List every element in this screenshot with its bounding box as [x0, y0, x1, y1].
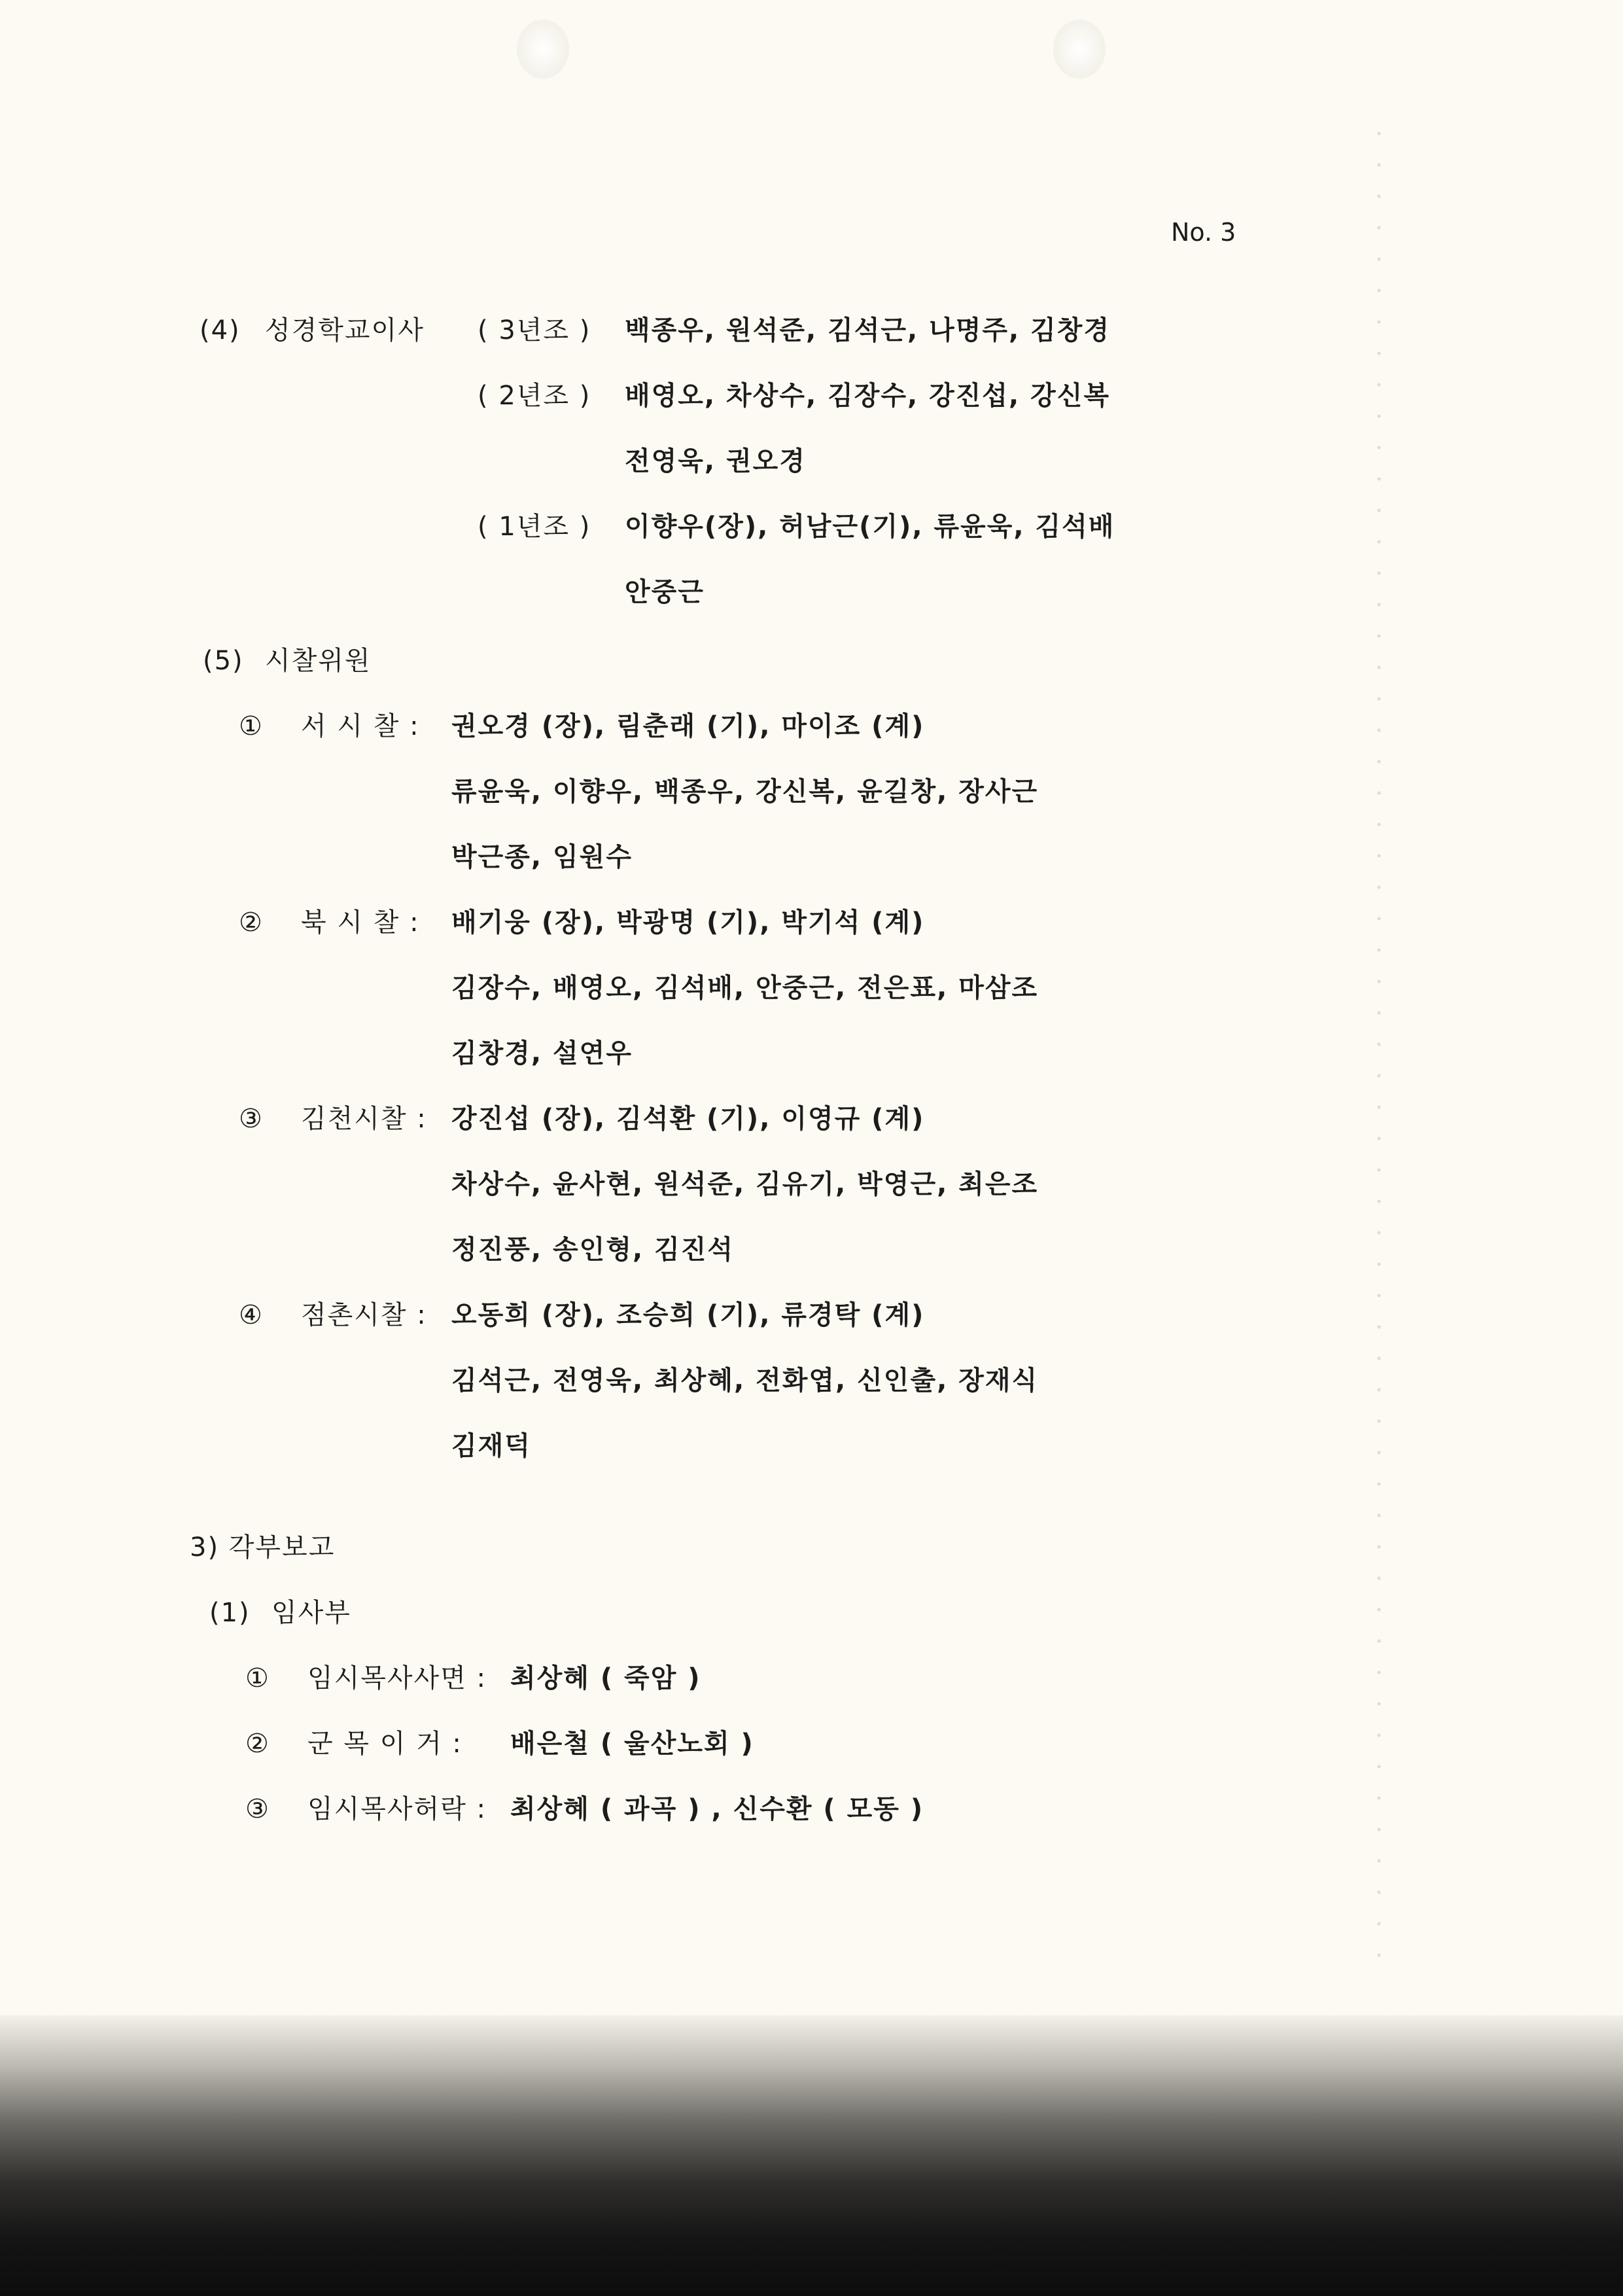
- group-label: ( 2년조 ): [478, 381, 591, 411]
- item-number: ②: [239, 908, 264, 938]
- page-number: No. 3: [1171, 218, 1236, 247]
- punch-hole: [1053, 20, 1106, 79]
- report-item-value: 배은철 ( 울산노회 ): [510, 1729, 754, 1759]
- district-officers: 배기웅 (장), 박광명 (기), 박기석 (계): [451, 908, 925, 938]
- scanner-shadow: [0, 2015, 1623, 2296]
- item-number: ③: [245, 1794, 270, 1824]
- district-officers: 권오경 (장), 림춘래 (기), 마이조 (계): [451, 711, 925, 741]
- district-members: 류윤욱, 이향우, 백종우, 강신복, 윤길창, 장사근: [451, 777, 1039, 807]
- district-name: 김천시찰 :: [301, 1104, 427, 1134]
- section-label: (4): [200, 315, 241, 345]
- name-list: 이향우(장), 허남근(기), 류윤욱, 김석배: [625, 512, 1115, 542]
- district-members: 김석근, 전영욱, 최상혜, 전화엽, 신인출, 장재식: [451, 1366, 1039, 1396]
- district-members: 김재덕: [451, 1431, 531, 1461]
- district-name: 서 시 찰 :: [301, 711, 420, 741]
- item-number: ①: [245, 1663, 270, 1693]
- section-label: (5): [203, 646, 244, 676]
- name-list: 전영욱, 권오경: [625, 446, 806, 476]
- item-number: ②: [245, 1729, 270, 1759]
- report-heading: 3) 각부보고: [190, 1532, 336, 1563]
- district-name: 북 시 찰 :: [301, 908, 420, 938]
- section-title: 시찰위원: [265, 646, 372, 676]
- district-officers: 오동희 (장), 조승희 (기), 류경탁 (계): [451, 1300, 925, 1330]
- district-members: 정진풍, 송인형, 김진석: [451, 1235, 735, 1265]
- report-item-value: 최상혜 ( 과곡 ) , 신수환 ( 모동 ): [510, 1794, 924, 1824]
- district-members: 박근종, 임원수: [451, 842, 633, 872]
- district-members: 김창경, 설연우: [451, 1038, 633, 1069]
- district-name: 점촌시찰 :: [301, 1300, 427, 1330]
- district-officers: 강진섭 (장), 김석환 (기), 이영규 (계): [451, 1104, 925, 1134]
- report-item-name: 임시목사허락 :: [307, 1794, 487, 1824]
- item-number: ①: [239, 711, 264, 741]
- report-item-name: 임시목사사면 :: [307, 1663, 487, 1693]
- district-members: 김장수, 배영오, 김석배, 안중근, 전은표, 마삼조: [451, 973, 1039, 1003]
- punch-hole: [517, 20, 569, 79]
- subsection-label: (1): [209, 1598, 251, 1628]
- name-list: 백종우, 원석준, 김석근, 나명주, 김창경: [625, 315, 1111, 345]
- subsection-title: 임사부: [271, 1598, 351, 1628]
- name-list: 안중근: [625, 577, 705, 607]
- group-label: ( 1년조 ): [478, 512, 591, 542]
- group-label: ( 3년조 ): [478, 315, 591, 345]
- name-list: 배영오, 차상수, 김장수, 강진섭, 강신복: [625, 381, 1111, 411]
- item-number: ④: [239, 1300, 264, 1330]
- report-item-name: 군 목 이 거 :: [307, 1729, 462, 1759]
- report-item-value: 최상혜 ( 죽암 ): [510, 1663, 701, 1693]
- section-title: 성경학교이사: [265, 315, 425, 345]
- paper-edge-texture: [1367, 118, 1393, 1983]
- item-number: ③: [239, 1104, 264, 1134]
- district-members: 차상수, 윤사현, 원석준, 김유기, 박영근, 최은조: [451, 1169, 1039, 1199]
